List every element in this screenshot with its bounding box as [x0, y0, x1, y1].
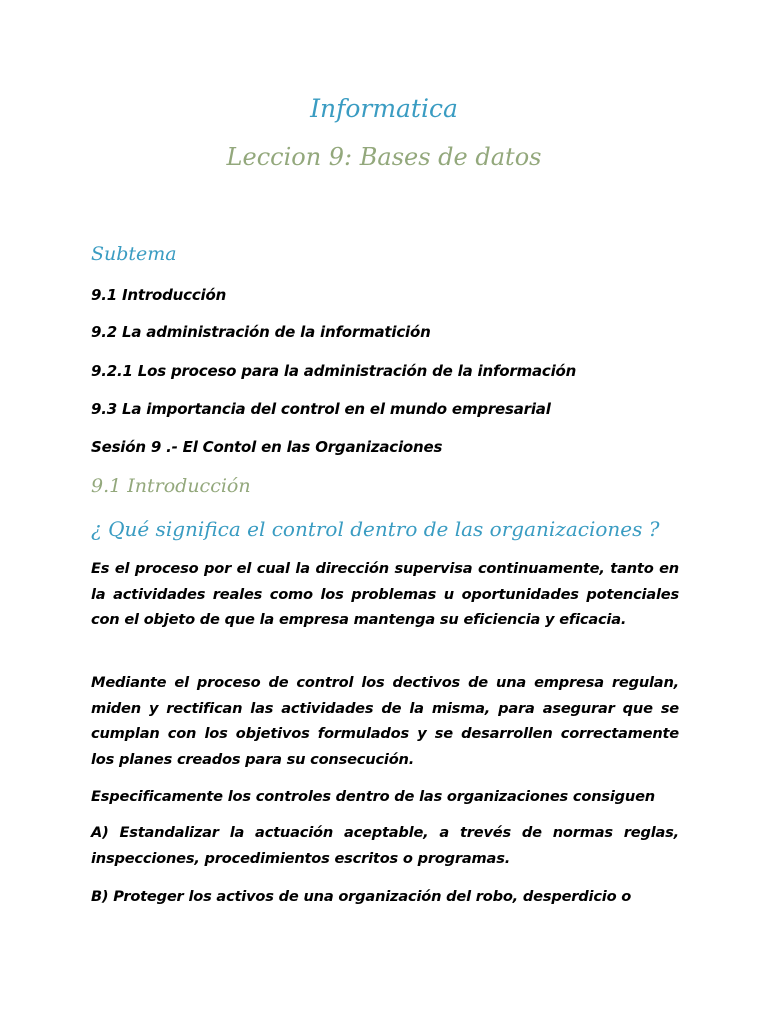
toc-item: 9.2 La administración de la informatición	[91, 323, 431, 341]
body-paragraph: Es el proceso por el cual la dirección supervisa continuamente, tanto en la actividades reales como los problemas u oportunidades potenciales con el objeto de que la empresa mantenga su eficiencia y eficacia.	[91, 560, 679, 628]
body-paragraph: A) Estandalizar la actuación aceptable, a trevés de normas reglas, inspecciones, procedimientos escritos o programas.	[91, 824, 679, 867]
document-title: Informatica	[310, 94, 458, 123]
section-heading: 9.1 Introducción	[91, 475, 251, 497]
toc-item: 9.3 La importancia del control en el mundo empresarial	[91, 400, 551, 418]
toc-item: Sesión 9 .- El Contol en las Organizaciones	[91, 438, 443, 456]
subtema-heading: Subtema	[91, 243, 177, 265]
body-paragraph: Mediante el proceso de control los dectivos de una empresa regulan, miden y rectifican las actividades de la misma, para asegurar que se cumplan con los objetivos formulados y se desarrollen correctamente los planes creados para su consecución.	[91, 674, 679, 768]
question-heading: ¿ Qué significa el control dentro de las organizaciones ?	[91, 517, 660, 541]
toc-item: 9.2.1 Los proceso para la administración de la información	[91, 362, 577, 380]
lesson-subtitle: Leccion 9: Bases de datos	[226, 143, 542, 171]
body-paragraph: Especificamente los controles dentro de las organizaciones consiguen	[91, 788, 656, 805]
toc-item: 9.1 Introducción	[91, 286, 227, 304]
body-paragraph: B) Proteger los activos de una organización del robo, desperdicio o	[91, 888, 632, 905]
